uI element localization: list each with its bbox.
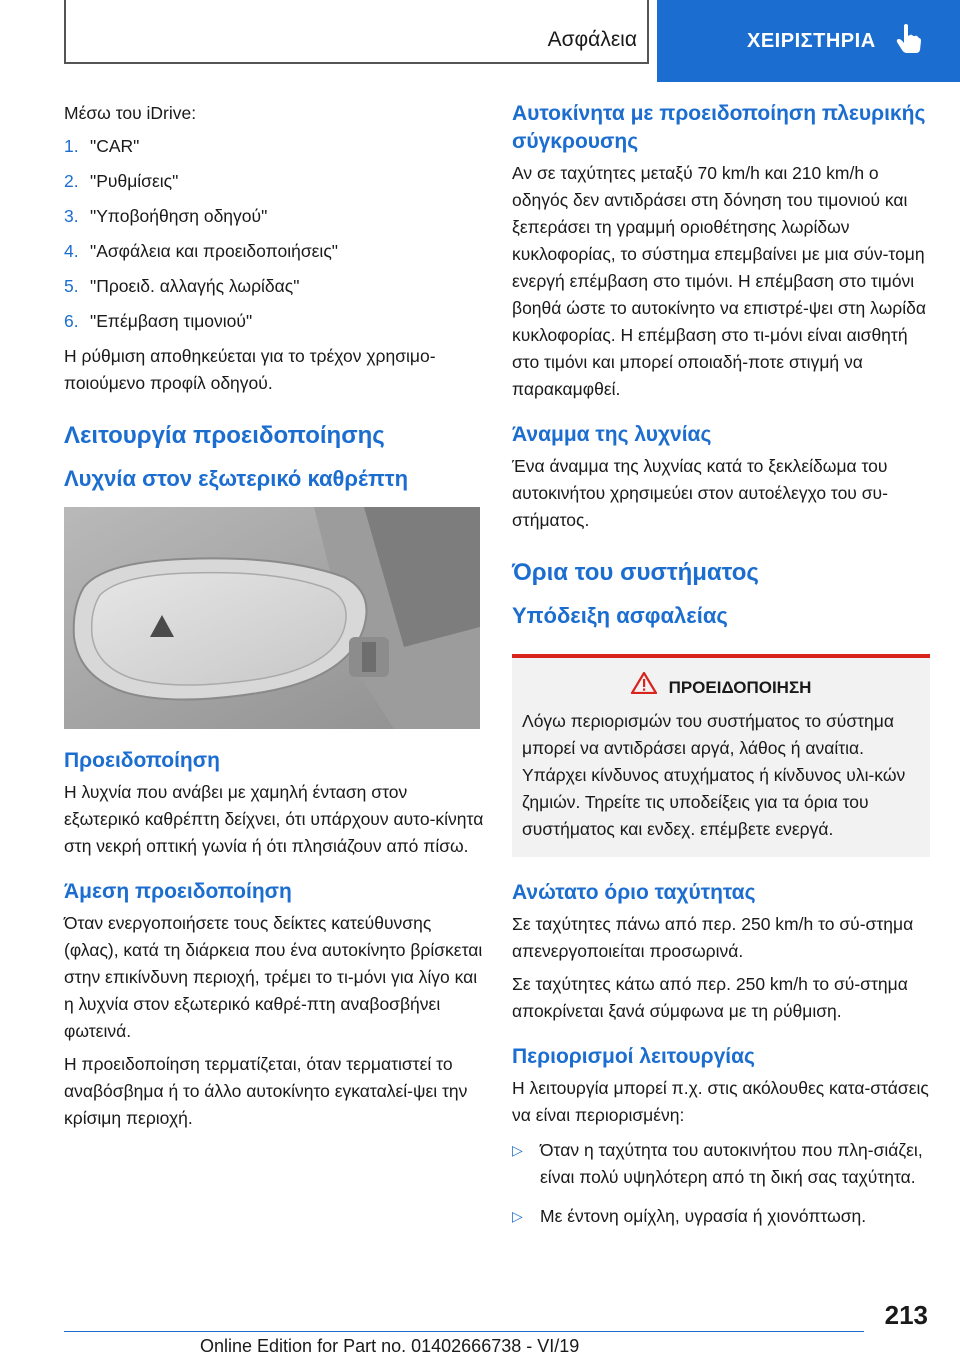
step-number: 3. (64, 206, 79, 226)
triangle-bullet-icon: ▷ (512, 1142, 523, 1158)
heading-immediate-warning: Άμεση προειδοποίηση (64, 880, 292, 903)
restrictions-paragraph: Η λειτουργία μπορεί π.χ. στις ακόλουθες κατα-στάσεις να είναι περιορισμένη: (512, 1078, 929, 1125)
heading-warning: Προειδοποίηση (64, 749, 220, 772)
step-text: "Υποβοήθηση οδηγού" (90, 206, 268, 226)
warning-box (512, 654, 930, 857)
side-collision-paragraph: Αν σε ταχύτητες μεταξύ 70 km/h και 210 km/h ο οδηγός δεν αντιδράσει στη δόνηση του τιμονιού και ξεπεράσει τη γραμμή οριοθέτησης λωρίδων κυκλοφορίας, το σύστημα επεμβαίνει με μια σύν-τομη ενεργή επέμβαση στο τιμόνι. Η επέμβαση στο τιμόνι βοηθά ώστε το αυτοκίνητο να επιστρέ-ψει στη λωρίδα κυκλοφορίας. Η επέμβαση στο τι-μόνι είναι αισθητή στο τιμόνι και μπορεί οποιαδή-ποτε στιγμή να παρακαμφθεί. (512, 163, 926, 399)
tab-controls-label: ΧΕΙΡΙΣΤΗΡΙΑ (747, 30, 876, 52)
step-text: "CAR" (90, 136, 140, 156)
list-item (512, 1137, 930, 1191)
heading-mirror-light: Λυχνία στον εξωτερικό καθρέπτη (64, 466, 409, 491)
heading-max-speed: Ανώτατο όριο ταχύτητας (512, 881, 756, 904)
right-column (512, 100, 930, 1242)
warning-title: ΠΡΟΕΙΔΟΠΟΙΗΣΗ (668, 677, 812, 697)
restrictions-list (512, 1137, 930, 1230)
step-number: 5. (64, 276, 79, 296)
list-item (64, 203, 484, 230)
warning-title-row (522, 672, 920, 702)
immediate-paragraph-1: Όταν ενεργοποιήσετε τους δείκτες κατεύθυνσης (φλας), κατά τη διάρκεια που ένα αυτοκίνητο βρίσκεται στην επικίνδυνη περιοχή, τρέμει το τι-μόνι για λίγο και η λυχνία στον εξωτερικό καθρέ-πτη αναβοσβήνει φωτεινά. (64, 913, 483, 1041)
list-item (64, 238, 484, 265)
profile-note: Η ρύθμιση αποθηκεύεται για το τρέχον χρησιμο-ποιούμενο προφίλ οδηγού. (64, 346, 436, 393)
bullet-text: Όταν η ταχύτητα του αυτοκινήτου που πλη-σιάζει, είναι πολύ υψηλότερη από τη δική σας ταχύτητα. (540, 1140, 923, 1187)
heading-safety-note: Υπόδειξη ασφαλείας (512, 603, 728, 628)
step-text: "Ρυθμίσεις" (90, 171, 179, 191)
list-item (64, 273, 484, 300)
steps-list (64, 133, 484, 335)
step-number: 2. (64, 171, 79, 191)
warning-triangle-icon (631, 672, 657, 702)
left-column (64, 100, 484, 1138)
header-box (64, 0, 649, 64)
step-text: "Ασφάλεια και προειδοποιήσεις" (90, 241, 338, 261)
warning-text: Λόγω περιορισμών του συστήματος το σύστημα μπορεί να αντιδράσει αργά, λάθος ή αναίτια. Υπάρχει κίνδυνος ατυχήματος ή κίνδυνος υλι-κών ζημιών. Τηρείτε τις υποδείξεις για τα όρια του συστήματος και ενδεχ. επέμβετε ενεργά. (522, 711, 906, 839)
immediate-paragraph-2: Η προειδοποίηση τερματίζεται, όταν τερματιστεί το αναβόσβημα ή το άλλο αυτοκίνητο εγκαταλεί-ψει την κρίσιμη περιοχή. (64, 1054, 468, 1128)
intro-text: Μέσω του iDrive: (64, 103, 197, 123)
hand-pointer-icon (895, 22, 923, 59)
step-number: 6. (64, 311, 79, 331)
footer-divider (64, 1331, 864, 1332)
list-item (64, 168, 484, 195)
warning-paragraph: Η λυχνία που ανάβει με χαμηλή ένταση στον εξωτερικό καθρέπτη δείχνει, ότι υπάρχουν αυτο-κίνητα στη νεκρή οπτική γωνία ή ότι πλησιάζουν από πίσω. (64, 782, 484, 856)
heading-side-collision: Αυτοκίνητα με προειδοποίηση πλευρικής σύγκρουσης (512, 102, 926, 153)
step-number: 4. (64, 241, 79, 261)
bullet-text: Με έντονη ομίχλη, υγρασία ή χιονόπτωση. (540, 1206, 867, 1226)
section-title: Ασφάλεια (547, 28, 637, 51)
step-text: "Προειδ. αλλαγής λωρίδας" (90, 276, 300, 296)
speed-paragraph-2: Σε ταχύτητες κάτω από περ. 250 km/h το σύ-στημα αποκρίνεται ξανά σύμφωνα με τη ρύθμιση. (512, 974, 908, 1021)
page-number: 213 (884, 1300, 928, 1330)
list-item (512, 1203, 930, 1230)
triangle-bullet-icon: ▷ (512, 1208, 523, 1224)
speed-paragraph-1: Σε ταχύτητες πάνω από περ. 250 km/h το σύ-στημα απενεργοποιείται προσωρινά. (512, 914, 914, 961)
step-text: "Επέμβαση τιμονιού" (90, 311, 253, 331)
tab-controls[interactable] (657, 0, 960, 82)
heading-warning-function: Λειτουργία προειδοποίησης (64, 422, 385, 449)
mirror-figure (64, 507, 480, 729)
heading-restrictions: Περιορισμοί λειτουργίας (512, 1045, 755, 1068)
heading-system-limits: Όρια του συστήματος (512, 559, 759, 586)
list-item (64, 308, 484, 335)
lamp-paragraph: Ένα άναμμα της λυχνίας κατά το ξεκλείδωμα του αυτοκινήτου χρησιμεύει στον αυτοέλεγχο του συ-στήματος. (512, 456, 888, 530)
footer-edition: Online Edition for Part no. 01402666738 - VI/19 (200, 1336, 580, 1356)
list-item (64, 133, 484, 160)
step-number: 1. (64, 136, 79, 156)
heading-lamp: Άναμμα της λυχνίας (512, 423, 712, 446)
